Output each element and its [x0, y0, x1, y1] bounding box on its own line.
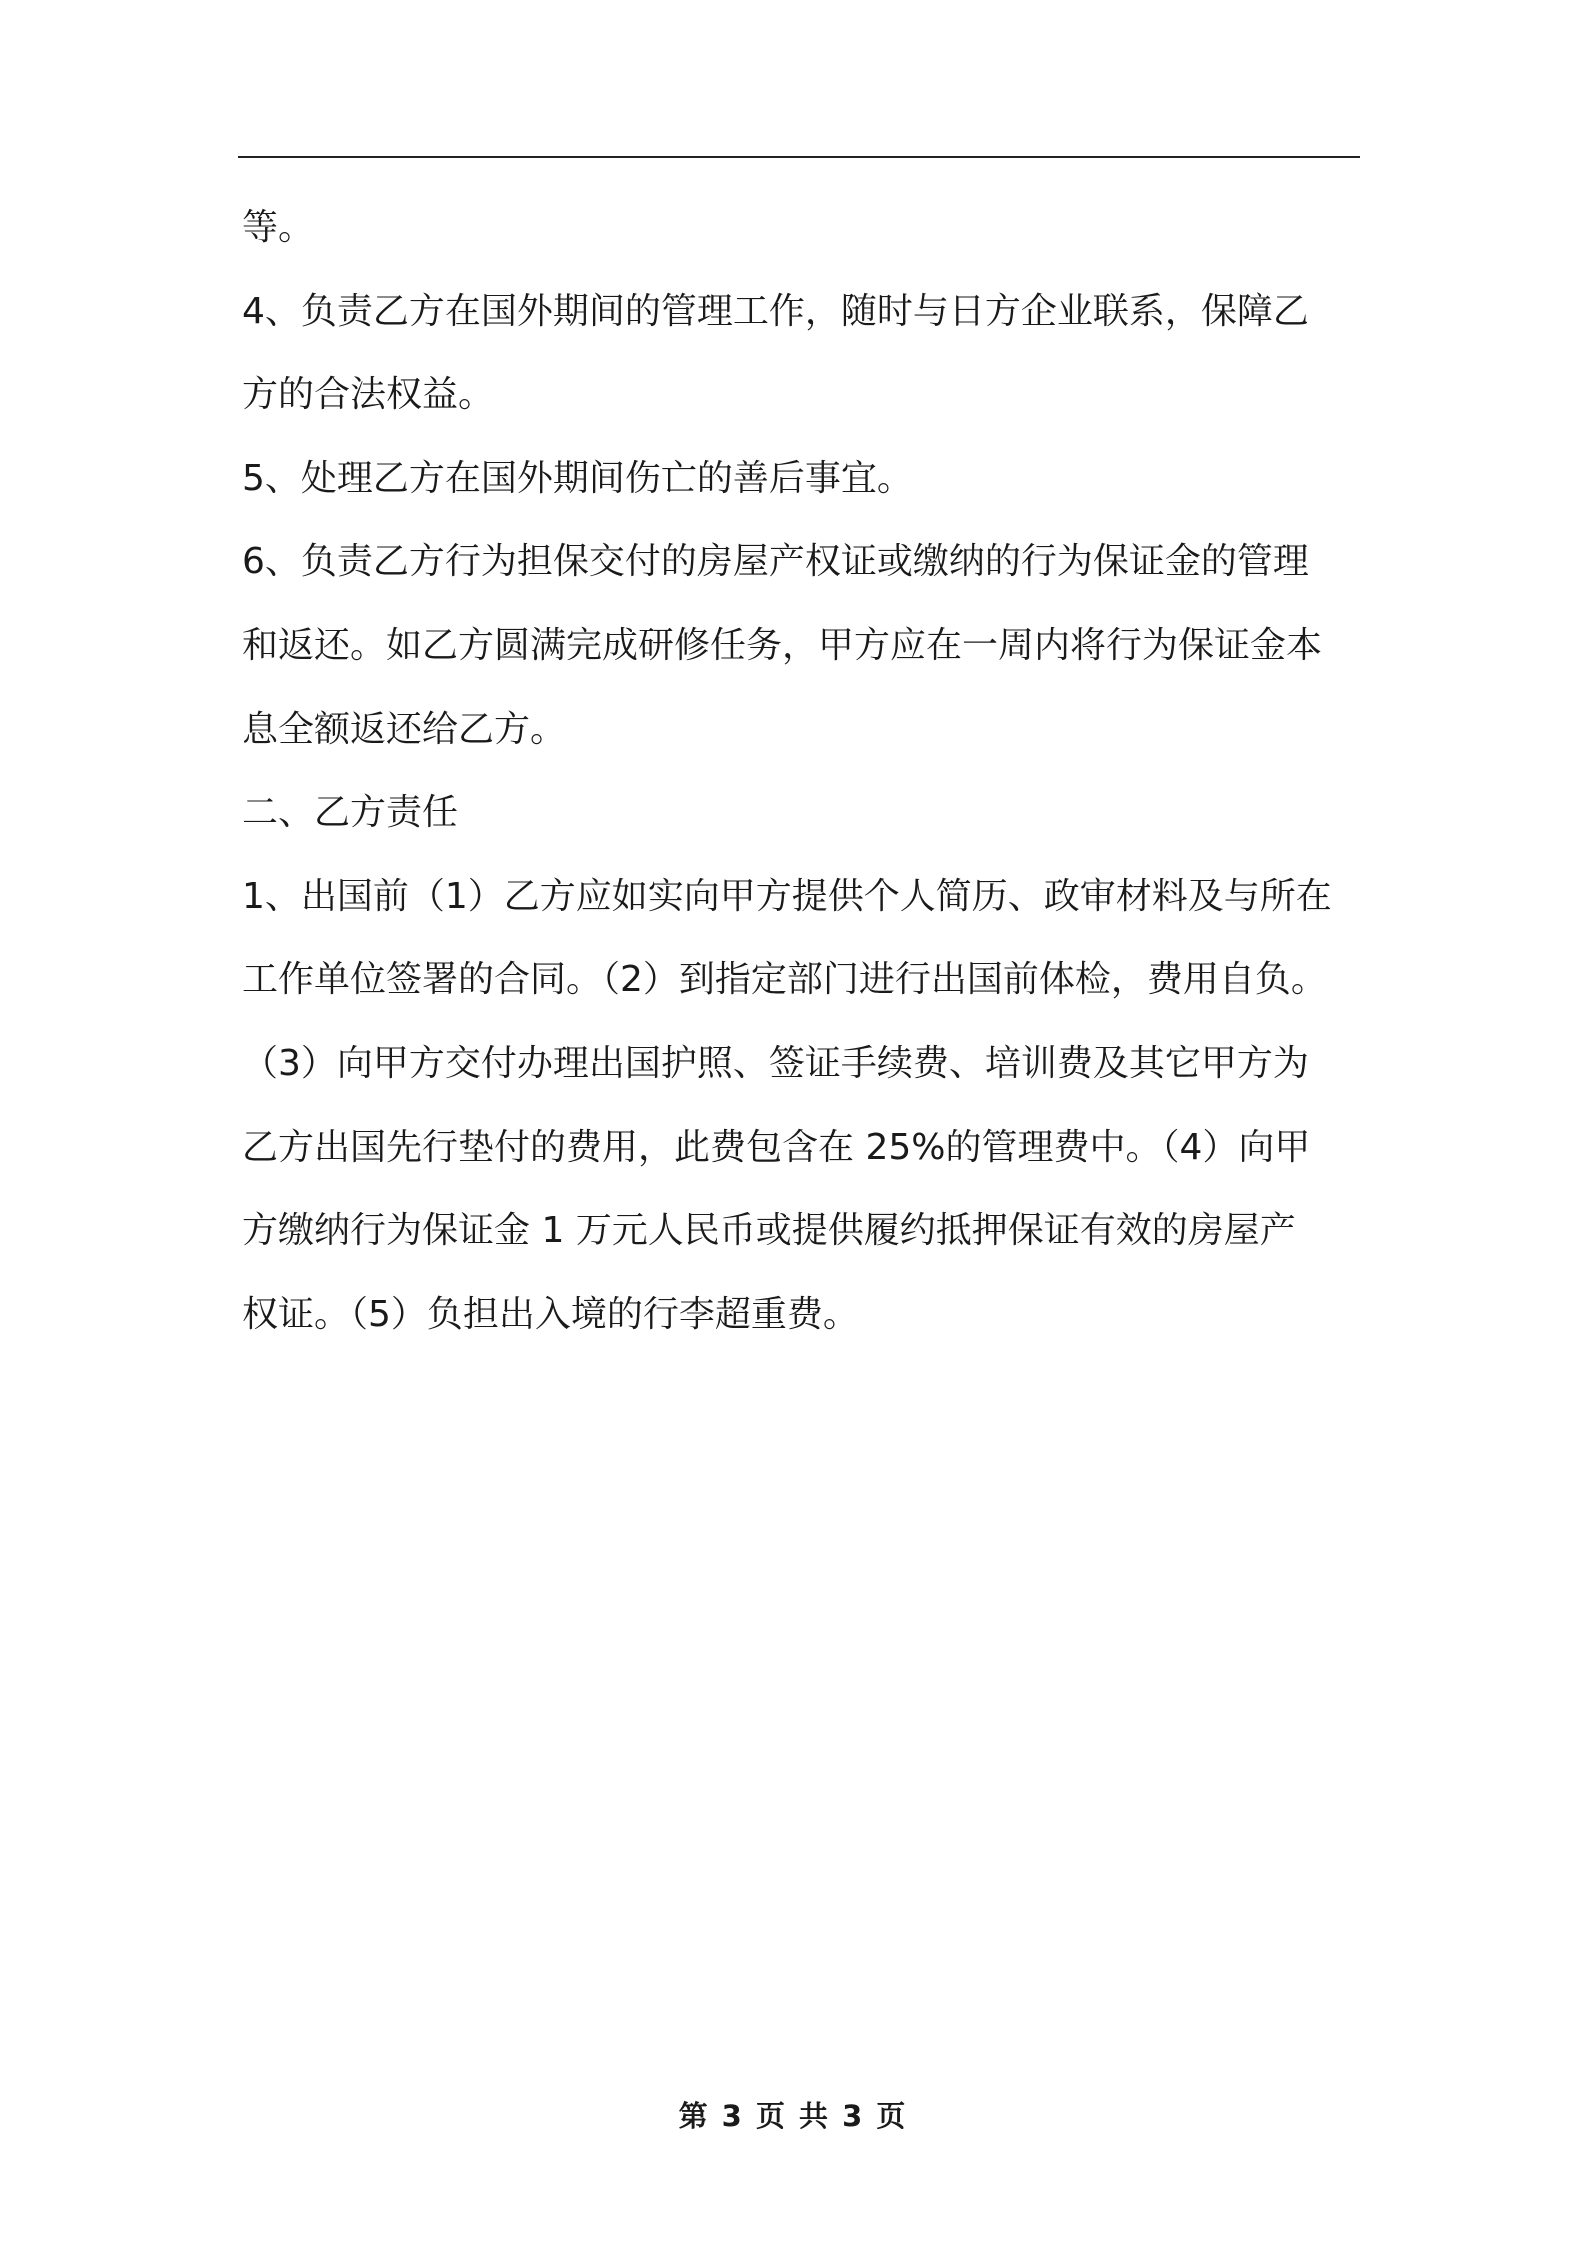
text-line: 工作单位签署的合同。（2）到指定部门进行出国前体检，费用自负。: [242, 959, 1327, 1001]
text-line: 乙方出国先行垫付的费用，此费包含在 25%的管理费中。（4）向甲: [242, 1126, 1311, 1168]
text-line: 5、处理乙方在国外期间伤亡的善后事宜。: [242, 457, 913, 499]
text-line: 和返还。如乙方圆满完成研修任务，甲方应在一周内将行为保证金本: [242, 624, 1323, 666]
text-line: （3）向甲方交付办理出国护照、签证手续费、培训费及其它甲方为: [242, 1042, 1309, 1084]
document-body: [242, 186, 1362, 1356]
text-line: 权证。（5）负担出入境的行李超重费。: [242, 1293, 859, 1335]
text-line: 6、负责乙方行为担保交付的房屋产权证或缴纳的行为保证金的管理: [242, 541, 1309, 583]
page-number: 第 3 页 共 3 页: [678, 2099, 908, 2133]
text-line: 方的合法权益。: [242, 374, 495, 416]
text-line: 方缴纳行为保证金 1 万元人民币或提供履约抵押保证有效的房屋产: [242, 1210, 1296, 1252]
text-line: 1、出国前（1）乙方应如实向甲方提供个人简历、政审材料及与所在: [242, 875, 1332, 917]
section-heading: 二、乙方责任: [242, 792, 459, 834]
header-divider: [238, 156, 1360, 158]
text-line: 息全额返还给乙方。: [242, 708, 567, 750]
text-line: 等。: [242, 207, 315, 248]
text-line: 4、负责乙方在国外期间的管理工作，随时与日方企业联系，保障乙: [242, 290, 1309, 332]
